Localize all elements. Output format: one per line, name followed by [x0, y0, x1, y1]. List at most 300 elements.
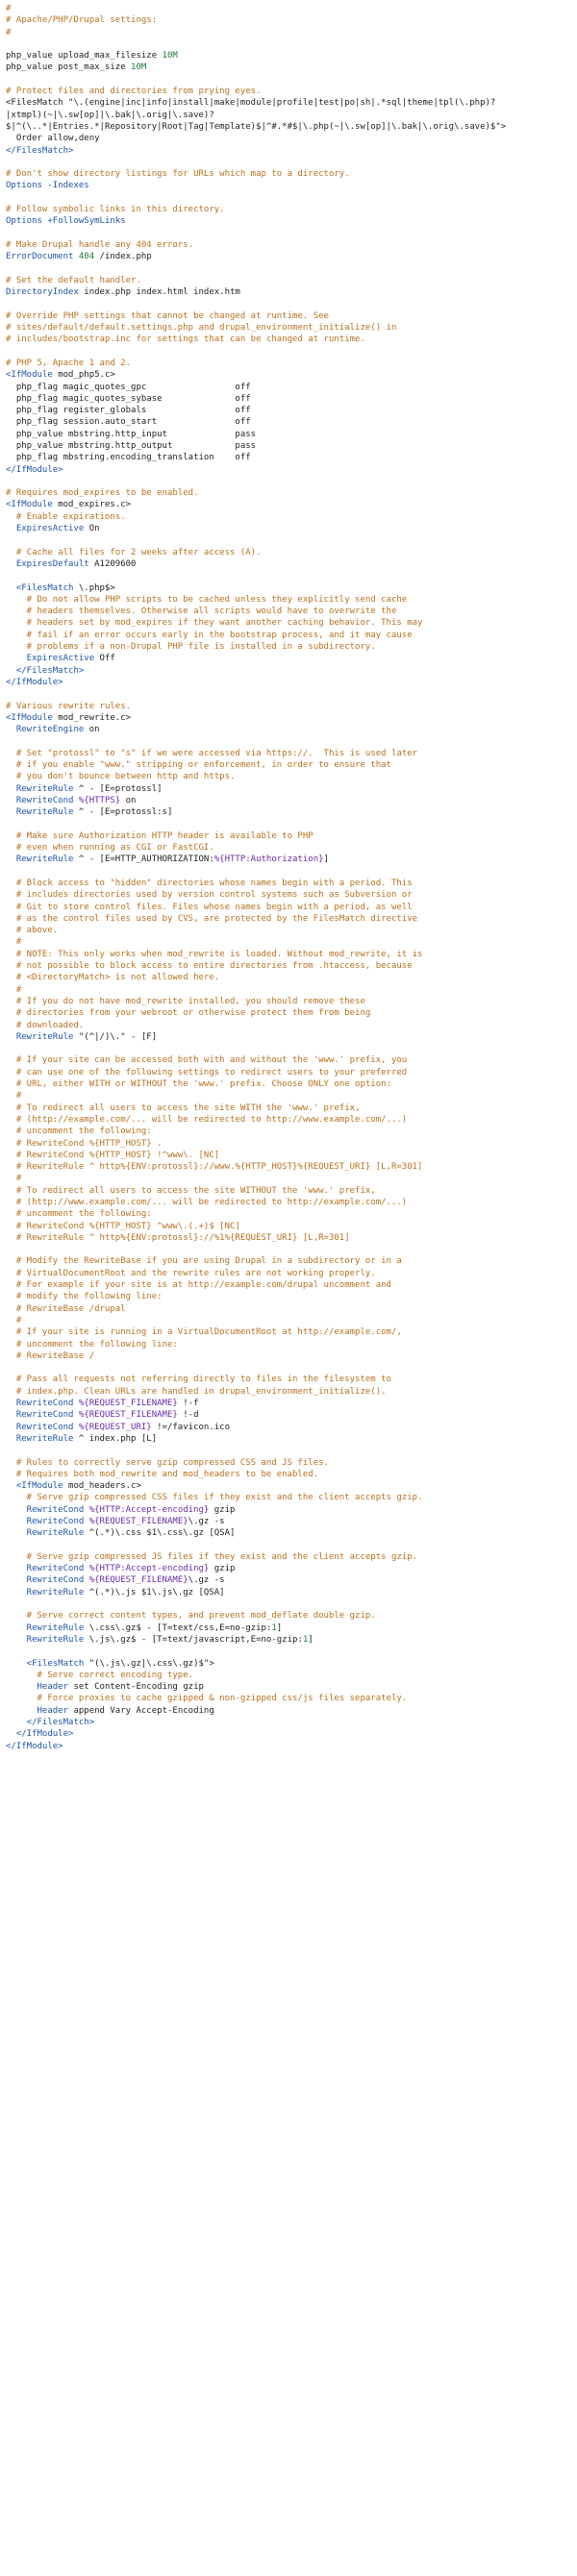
code-token: # RewriteBase /drupal — [6, 1303, 126, 1314]
code-token: # includes directories used by version control systems such as Subversion or — [6, 890, 413, 901]
code-token: php_flag register_globals off — [6, 406, 251, 416]
code-token: # downloaded. — [6, 1020, 85, 1030]
code-token: # RewriteCond %{HTTP_HOST} ^www\.(.+)$ [NC] — [6, 1221, 240, 1231]
code-line — [6, 1527, 577, 1539]
code-token: !-d — [177, 1410, 199, 1421]
code-line — [6, 121, 577, 133]
code-line — [6, 606, 577, 617]
code-token: \.php$> — [78, 582, 115, 593]
code-line — [6, 180, 577, 191]
code-line — [6, 382, 577, 393]
code-token: |xtmpl)(~|\.sw[op]|\.bak|\.orig|\.save)? — [6, 110, 214, 120]
code-token: <IfModule — [6, 370, 59, 381]
code-token: RewriteRule — [6, 1587, 89, 1598]
code-token: mod_php5.c> — [58, 370, 115, 381]
code-line — [6, 1197, 577, 1208]
code-token: # To redirect all users to access the site WITH the 'www.' prefix, — [6, 1102, 361, 1113]
code-token: php_value upload_max_filesize — [6, 51, 163, 62]
code-token: # <DirectoryMatch> is not allowed here. — [6, 973, 220, 983]
code-token: # as the control files used by CVS, are protected by the FilesMatch directive — [6, 913, 418, 924]
code-line — [6, 286, 577, 298]
code-token: set Content-Encoding gzip — [73, 1682, 204, 1693]
code-line — [6, 1492, 577, 1503]
code-token: # if you enable "www." stripping or enforcement, in order to ensure that — [6, 760, 391, 770]
code-line — [6, 192, 577, 204]
code-line — [6, 1563, 577, 1574]
code-token: Order allow,deny — [6, 134, 100, 144]
code-token: # — [6, 1315, 22, 1325]
code-line — [6, 74, 577, 86]
code-token: RewriteRule — [6, 855, 79, 865]
code-line — [6, 889, 577, 901]
code-token: ^ - [E=HTTP_AUTHORIZATION: — [78, 855, 214, 865]
code-token: RewriteRule — [6, 783, 79, 794]
code-line — [6, 1221, 577, 1232]
code-line — [6, 1173, 577, 1184]
code-line — [6, 50, 577, 62]
code-token: ^(.*)\.js $1\.js\.gz [QSA] — [88, 1587, 225, 1598]
code-token: # uncomment the following: — [6, 1127, 152, 1137]
code-token: gzip — [209, 1564, 236, 1574]
code-line — [6, 204, 577, 215]
code-line — [6, 1020, 577, 1031]
code-line — [6, 215, 577, 227]
code-line — [6, 1398, 577, 1409]
code-line — [6, 298, 577, 310]
code-token: gzip — [209, 1504, 236, 1515]
code-token: # directories from your webroot or otherwise protect them from being — [6, 1008, 371, 1019]
code-line — [6, 334, 577, 345]
code-line — [6, 665, 577, 677]
code-token: -Indexes — [47, 181, 89, 191]
code-token: # Cache all files for 2 weeks after access (A). — [6, 547, 262, 557]
code-token: # If your site is running in a VirtualDocumentRoot at http://example.com/, — [6, 1327, 402, 1338]
code-line — [6, 1457, 577, 1469]
code-token: </FilesMatch> — [6, 145, 74, 156]
code-line — [6, 133, 577, 144]
code-line — [6, 1138, 577, 1150]
code-token: DirectoryIndex — [6, 287, 85, 298]
code-token: ErrorDocument — [6, 252, 79, 262]
code-token: # sites/default/default.settings.php and drupal_environment_initialize() in — [6, 323, 397, 334]
code-line — [6, 641, 577, 653]
code-line — [6, 322, 577, 334]
code-token: # headers set by mod_expires if they want another caching behavior. This may — [6, 618, 423, 629]
code-token: ^ - [E=protossl] — [78, 783, 163, 794]
code-line — [6, 960, 577, 972]
code-token: ExpiresDefault — [6, 558, 95, 569]
code-token: # Block access to "hidden" directories whose names begin with a period. This — [6, 878, 413, 888]
code-line — [6, 440, 577, 452]
code-token: # — [6, 4, 12, 13]
code-line — [6, 925, 577, 936]
code-token: # Pass all requests not referring directly to files in the filesystem to — [6, 1375, 391, 1385]
code-line — [6, 1078, 577, 1090]
code-line — [6, 701, 577, 712]
code-line — [6, 145, 577, 157]
code-token: %{HTTP:Authorization} — [213, 855, 324, 865]
code-token: <IfModule — [6, 712, 59, 723]
code-line — [6, 1422, 577, 1433]
code-token: # Serve gzip compressed CSS files if they exist and the client accepts gzip. — [6, 1493, 423, 1503]
code-token: index.php index.html index.htm — [84, 287, 240, 298]
code-line — [6, 534, 577, 546]
code-token: "(^|/)\." - [F] — [78, 1031, 158, 1042]
code-line — [6, 570, 577, 582]
code-token: # Protect files and directories from prying eyes. — [6, 87, 262, 97]
code-line — [6, 1480, 577, 1492]
code-line — [6, 369, 577, 381]
code-token: # If you do not have mod_rewrite installed, you should remove these — [6, 996, 365, 1006]
code-token: # problems if a non-Drupal PHP file is installed in a subdirectory. — [6, 642, 376, 653]
code-line — [6, 830, 577, 842]
code-line — [6, 996, 577, 1007]
code-token: # Serve gzip compressed JS files if they exist and the client accepts gzip. — [6, 1551, 418, 1562]
code-token: \.js\.gz$ - [T=text/javascript,E=no-gzip: — [88, 1634, 303, 1645]
code-line — [6, 393, 577, 405]
code-token: ^ - [E=protossl:s] — [78, 807, 173, 818]
code-token: # — [6, 937, 22, 948]
code-token: RewriteCond — [6, 795, 79, 805]
code-token: %{HTTPS} — [78, 795, 121, 805]
code-token: # Enable expirations. — [6, 511, 126, 522]
code-token: mod_rewrite.c> — [58, 712, 132, 723]
code-line — [6, 677, 577, 688]
code-line — [6, 806, 577, 818]
code-line — [6, 1409, 577, 1421]
code-token: # RewriteCond %{HTTP_HOST} !^www\. [NC] — [6, 1150, 220, 1160]
code-token: # Modify the RewriteBase if you are using Drupal in a subdirectory or in a — [6, 1256, 402, 1267]
code-token: RewriteCond — [6, 1399, 79, 1409]
code-line — [6, 263, 577, 275]
code-token: 404 — [78, 252, 95, 262]
code-line — [6, 1031, 577, 1043]
code-line — [6, 1681, 577, 1693]
code-token: # — [6, 27, 12, 37]
code-line — [6, 1279, 577, 1291]
code-line — [6, 110, 577, 121]
code-line — [6, 1067, 577, 1078]
code-line — [6, 724, 577, 735]
code-token: </IfModule> — [6, 1741, 63, 1751]
code-line — [6, 1244, 577, 1255]
code-line — [6, 1705, 577, 1717]
code-line — [6, 27, 577, 38]
code-token: php_flag mbstring.encoding_translation off — [6, 453, 251, 463]
code-line — [6, 1469, 577, 1480]
code-line — [6, 594, 577, 606]
code-line — [6, 1007, 577, 1019]
code-token: "(\.js\.gz|\.css\.gz)$"> — [88, 1658, 214, 1669]
code-line — [6, 358, 577, 369]
code-line — [6, 1126, 577, 1137]
code-token: # Make Drupal handle any 404 errors. — [6, 239, 194, 250]
code-line — [6, 1670, 577, 1681]
code-token: # Make sure Authorization HTTP header is available to PHP — [6, 830, 314, 841]
code-token: RewriteRule — [6, 807, 79, 818]
code-token: /index.php — [94, 252, 152, 262]
code-token: php_flag magic_quotes_sybase off — [6, 393, 251, 404]
code-token: RewriteRule — [6, 1433, 79, 1444]
code-line — [6, 1540, 577, 1551]
code-line — [6, 1646, 577, 1657]
code-token: # Git to store control files. Files whose names begin with a period, as well — [6, 902, 413, 912]
code-token: 1 — [271, 1622, 277, 1633]
code-line — [6, 1622, 577, 1634]
code-token: on — [120, 795, 137, 805]
code-token: On — [88, 524, 100, 534]
code-line — [6, 1574, 577, 1586]
code-token: RewriteCond — [6, 1504, 89, 1515]
code-line — [6, 1741, 577, 1752]
code-token: # VirtualDocumentRoot and the rewrite rules are not working properly. — [6, 1268, 376, 1278]
code-line — [6, 902, 577, 913]
code-line — [6, 1445, 577, 1456]
code-token: # URL, either WITH or WITHOUT the 'www.' prefix. Choose ONLY one option: — [6, 1079, 391, 1090]
code-line — [6, 1232, 577, 1244]
code-token: </IfModule> — [6, 1729, 74, 1740]
code-line — [6, 97, 577, 109]
code-token: # Follow symbolic links in this directory. — [6, 205, 225, 215]
code-line — [6, 1150, 577, 1161]
code-token: %{REQUEST_FILENAME} — [88, 1517, 188, 1526]
code-token: # includes/bootstrap.inc for settings that can be changed at runtime. — [6, 334, 365, 345]
code-line — [6, 1433, 577, 1445]
code-token: ^ index.php [L] — [78, 1433, 158, 1444]
code-line — [6, 1043, 577, 1054]
code-token: 10M — [131, 62, 147, 73]
code-line — [6, 1291, 577, 1302]
code-token: # can use one of the following settings to redirect users to your preferred — [6, 1067, 408, 1077]
code-line — [6, 866, 577, 878]
code-line — [6, 1362, 577, 1374]
code-token: # For example if your site is at http://example.com/drupal uncomment and — [6, 1280, 391, 1291]
code-token: php_value mbstring.http_input pass — [6, 429, 257, 439]
code-token: A1209600 — [94, 558, 137, 569]
code-token: \.gz -s — [188, 1517, 225, 1526]
code-token: %{REQUEST_FILENAME} — [88, 1575, 188, 1586]
code-token: RewriteCond — [6, 1410, 79, 1421]
code-token: # (http://example.com/... will be redirected to http://www.example.com/...) — [6, 1114, 408, 1125]
code-line — [6, 405, 577, 416]
code-token: # Serve correct encoding type. — [6, 1670, 194, 1680]
code-token: <IfModule — [6, 500, 59, 510]
code-line — [6, 14, 577, 26]
code-token: # PHP 5, Apache 1 and 2. — [6, 358, 132, 368]
code-token: %{REQUEST_FILENAME} — [78, 1399, 178, 1409]
code-line — [6, 1350, 577, 1362]
code-line — [6, 1102, 577, 1114]
code-token: <FilesMatch — [6, 582, 79, 593]
code-line — [6, 630, 577, 641]
code-line — [6, 748, 577, 759]
code-token: # — [6, 1091, 22, 1102]
code-token: # headers themselves. Otherwise all scripts would have to overwrite the — [6, 607, 397, 617]
code-line — [6, 511, 577, 523]
code-token: # (http://www.example.com/... will be redirected to http://example.com/...) — [6, 1197, 408, 1207]
code-token: ] — [323, 855, 329, 865]
code-line — [6, 783, 577, 795]
code-token: on — [88, 725, 100, 735]
code-token: # — [6, 984, 22, 995]
code-token: ] — [308, 1634, 314, 1645]
code-token: # Set "protossl" to "s" if we were accessed via https://. This is used later — [6, 748, 418, 758]
code-token: # Override PHP settings that cannot be changed at runtime. See — [6, 310, 329, 321]
code-token: 1 — [302, 1634, 309, 1645]
code-token: RewriteCond — [6, 1564, 89, 1574]
code-line — [6, 1054, 577, 1066]
code-line — [6, 558, 577, 570]
code-line — [6, 936, 577, 948]
code-line — [6, 972, 577, 983]
code-line — [6, 735, 577, 747]
code-line — [6, 1268, 577, 1279]
code-token: # RewriteRule ^ http%{ENV:protossl}://www.%{HTTP_HOST}%{REQUEST_URI} [L,R=301] — [6, 1162, 423, 1173]
code-token: <FilesMatch "\.(engine|inc|info|install|make|module|profile|test|po|sh|.*sql|theme|tpl(\.php)? — [6, 98, 496, 109]
code-line — [6, 1208, 577, 1220]
code-token: \.gz -s — [188, 1575, 225, 1586]
code-line — [6, 487, 577, 499]
code-line — [6, 771, 577, 782]
code-token: </IfModule> — [6, 464, 63, 475]
code-line — [6, 452, 577, 463]
code-token: ExpiresActive — [6, 654, 100, 664]
code-line — [6, 476, 577, 487]
code-line — [6, 464, 577, 476]
code-token: # If your site can be accessed both with and without the 'www.' prefix, you — [6, 1055, 408, 1066]
code-token: %{REQUEST_URI} — [78, 1422, 152, 1432]
code-token: mod_expires.c> — [58, 500, 132, 510]
code-line — [6, 157, 577, 168]
code-token: # Don't show directory listings for URLs which map to a directory. — [6, 169, 350, 180]
code-token: # you don't bounce between http and https. — [6, 772, 236, 782]
code-line — [6, 984, 577, 996]
code-token: ] — [276, 1622, 283, 1633]
code-line — [6, 1255, 577, 1267]
code-token: # Do not allow PHP scripts to be cached unless they explicitly send cache — [6, 594, 408, 605]
code-token: RewriteRule — [6, 1622, 89, 1633]
code-token: # even when running as CGI or FastCGI. — [6, 843, 214, 854]
code-token: # RewriteRule ^ http%{ENV:protossl}://%1%{REQUEST_URI} [L,R=301] — [6, 1232, 350, 1243]
code-token: Header — [6, 1705, 74, 1716]
code-line — [6, 499, 577, 510]
code-line — [6, 1161, 577, 1173]
code-token: <FilesMatch — [6, 1658, 89, 1669]
code-line — [6, 1516, 577, 1527]
code-token: # To redirect all users to access the site WITHOUT the 'www.' prefix, — [6, 1185, 376, 1196]
code-token: # Apache/PHP/Drupal settings: — [6, 15, 158, 26]
code-line — [6, 795, 577, 806]
code-token: RewriteRule — [6, 1634, 89, 1645]
code-line — [6, 1610, 577, 1622]
code-line — [6, 1315, 577, 1326]
code-line — [6, 62, 577, 73]
code-token: RewriteRule — [6, 1031, 79, 1042]
code-line — [6, 1717, 577, 1728]
code-line — [6, 653, 577, 664]
code-token: RewriteRule — [6, 1528, 89, 1539]
code-token: %{HTTP:Accept-encoding} — [88, 1504, 210, 1515]
code-token: Off — [99, 654, 115, 664]
code-token: # Set the default handler. — [6, 275, 141, 285]
code-token: ExpiresActive — [6, 524, 89, 534]
code-token: RewriteCond — [6, 1422, 79, 1432]
code-token: # not possible to block access to entire directories from .htaccess, because — [6, 961, 413, 972]
code-line — [6, 1303, 577, 1315]
code-line — [6, 1598, 577, 1610]
code-token: !-f — [177, 1399, 199, 1409]
code-token: # RewriteCond %{HTTP_HOST} . — [6, 1138, 163, 1149]
code-line — [6, 523, 577, 534]
code-token: %{REQUEST_FILENAME} — [78, 1410, 178, 1421]
code-line — [6, 878, 577, 889]
code-token: # above. — [6, 926, 59, 936]
code-token: RewriteEngine — [6, 725, 89, 735]
code-token: +FollowSymLinks — [47, 216, 126, 227]
code-token: RewriteCond — [6, 1517, 89, 1526]
code-token: # Rules to correctly serve gzip compressed CSS and JS files. — [6, 1457, 329, 1468]
code-token: # NOTE: This only works when mod_rewrite is loaded. Without mod_rewrite, it is — [6, 949, 423, 959]
code-line — [6, 429, 577, 440]
code-line — [6, 251, 577, 262]
code-line — [6, 1551, 577, 1563]
code-line — [6, 842, 577, 854]
code-line — [6, 854, 577, 865]
code-token: # uncomment the following: — [6, 1209, 152, 1220]
code-token: </IfModule> — [6, 677, 63, 687]
code-line — [6, 86, 577, 97]
code-line — [6, 818, 577, 830]
code-token: # Requires mod_expires to be enabled. — [6, 488, 199, 499]
code-line — [6, 1114, 577, 1126]
code-line — [6, 1728, 577, 1740]
code-token: # uncomment the following line: — [6, 1339, 178, 1350]
code-token: # Various rewrite rules. — [6, 701, 132, 711]
code-token: # — [6, 1174, 22, 1184]
code-line — [6, 3, 577, 14]
code-line — [6, 38, 577, 50]
code-line — [6, 949, 577, 960]
code-line — [6, 310, 577, 322]
code-token: # Serve correct content types, and prevent mod_deflate double gzip. — [6, 1611, 376, 1622]
code-line — [6, 239, 577, 251]
code-token: php_value mbstring.http_output pass — [6, 440, 257, 451]
code-line — [6, 1374, 577, 1385]
code-token: <IfModule — [6, 1481, 69, 1492]
code-token: # modify the following line: — [6, 1292, 163, 1302]
code-token: ^(.*)\.css $1\.css\.gz [QSA] — [88, 1528, 236, 1539]
code-token: # RewriteBase / — [6, 1350, 95, 1361]
code-line — [6, 1090, 577, 1102]
code-line — [6, 1587, 577, 1598]
code-line — [6, 416, 577, 428]
code-line — [6, 1185, 577, 1197]
code-line — [6, 582, 577, 594]
code-line — [6, 228, 577, 239]
code-token: php_value post_max_size — [6, 62, 132, 73]
code-line — [6, 547, 577, 558]
code-token: Options — [6, 216, 48, 227]
code-line — [6, 913, 577, 925]
code-line — [6, 1658, 577, 1670]
code-token: php_flag session.auto_start off — [6, 417, 251, 428]
code-token: </FilesMatch> — [6, 1718, 95, 1728]
code-line — [6, 1326, 577, 1338]
code-token: # index.php. Clean URLs are handled in drupal_environment_initialize(). — [6, 1386, 387, 1397]
code-line — [6, 346, 577, 358]
code-line — [6, 1386, 577, 1398]
code-token: Options — [6, 181, 48, 191]
